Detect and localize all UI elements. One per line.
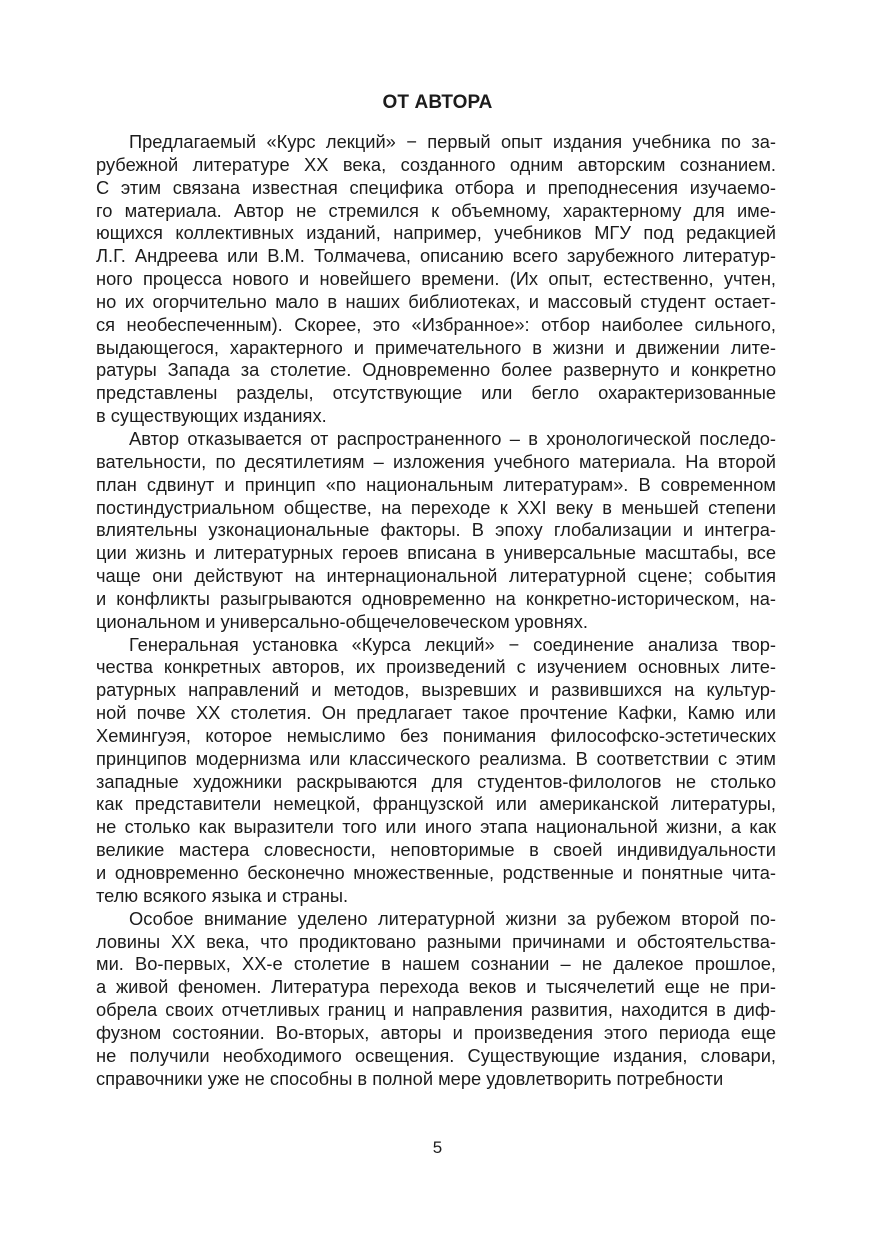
- page-title: ОТ АВТОРА: [382, 92, 493, 113]
- text-line: ющихся коллективных изданий, например, учебников МГУ под редакцией: [96, 222, 776, 244]
- text-line: ного процесса нового и новейшего времени. (Их опыт, естественно, учтен,: [96, 268, 776, 290]
- body-text: [96, 131, 776, 1090]
- text-line: ми. Во-первых, XX-е столетие в нашем сознании – не далекое прошлое,: [96, 953, 776, 975]
- text-line: и одновременно бесконечно множественные, родственные и понятные чита-: [96, 862, 776, 883]
- text-line: рубежной литературе ХХ века, созданного одним авторским сознанием.: [96, 153, 776, 175]
- text-line: влиятельны узконациональные факторы. В эпоху глобализации и интегра-: [96, 519, 776, 541]
- text-line: С этим связана известная специфика отбора и преподнесения изучаемо-: [96, 176, 776, 198]
- text-line: в существующих изданиях.: [96, 405, 327, 427]
- text-line: западные художники раскрываются для студентов-филологов не столько: [96, 770, 776, 792]
- text-line: обрела своих отчетливых границ и направления развития, находится в диф-: [96, 999, 776, 1021]
- text-line: Особое внимание уделено литературной жизни за рубежом второй по-: [129, 907, 776, 929]
- text-line: го материала. Автор не стремился к объемному, характерному для име-: [96, 199, 776, 221]
- paragraph-1: [96, 131, 776, 428]
- text-line: фузном состоянии. Во-вторых, авторы и произведения этого периода еще: [96, 1021, 776, 1043]
- text-line: справочники уже не способны в полной мере удовлетворить потребности: [96, 1067, 724, 1089]
- text-line: принципов модернизма или классического реализма. В соответствии с этим: [96, 747, 776, 769]
- text-line: представлены разделы, отсутствующие или бегло охарактеризованные: [96, 382, 776, 404]
- text-line: Хемингуэя, которое немыслимо без понимания философско-эстетических: [96, 724, 776, 746]
- text-line: телю всякого языка и страны.: [96, 884, 349, 906]
- text-line: и конфликты разыгрываются одновременно на конкретно-историческом, на-: [96, 587, 776, 609]
- paragraph-3: [96, 634, 776, 908]
- text-line: циональном и универсально-общечеловеческом уровнях.: [96, 610, 588, 632]
- paragraph-4: [96, 908, 776, 1091]
- text-line: Генеральная установка «Курса лекций» − соединение анализа твор-: [129, 633, 776, 655]
- text-line: Л.Г. Андреева или В.М. Толмачева, описанию всего зарубежного литератур-: [96, 245, 776, 267]
- text-line: не столько как выразители того или иного этапа национальной жизни, а как: [96, 816, 776, 838]
- paragraph-2: [96, 428, 776, 634]
- text-line: но их огорчительно мало в наших библиотеках, и массовый студент остает-: [96, 290, 776, 312]
- text-line: выдающегося, характерного и примечательного в жизни и движении лите-: [96, 336, 776, 358]
- text-line: ловины XX века, что продиктовано разными причинами и обстоятельства-: [96, 930, 776, 952]
- text-line: чества конкретных авторов, их произведений с изучением основных лите-: [96, 656, 776, 678]
- text-line: постиндустриальном обществе, на переходе к XXI веку в меньшей степени: [96, 496, 776, 518]
- text-line: великие мастера словесности, неповторимые в своей индивидуальности: [96, 839, 776, 861]
- text-line: ции жизнь и литературных героев вписана в универсальные масштабы, все: [96, 542, 776, 564]
- text-line: вательности, по десятилетиям – изложения учебного материала. На второй: [96, 450, 776, 472]
- text-line: не получили необходимого освещения. Существующие издания, словари,: [96, 1044, 776, 1066]
- text-line: ся необеспеченным). Скорее, это «Избранное»: отбор наиболее сильного,: [96, 313, 776, 335]
- text-line: ной почве XX столетия. Он предлагает такое прочтение Кафки, Камю или: [96, 702, 776, 724]
- text-line: а живой феномен. Литература перехода веков и тысячелетий еще не при-: [96, 976, 776, 998]
- text-line: план сдвинут и принцип «по национальным литературам». В современном: [96, 473, 776, 495]
- page-number: 5: [432, 1138, 443, 1157]
- text-line: ратурных направлений и методов, вызревших и развившихся на культур-: [96, 679, 776, 701]
- text-line: Автор отказывается от распространенного – в хронологической последо-: [129, 427, 776, 449]
- text-line: Предлагаемый «Курс лекций» − первый опыт издания учебника по за-: [129, 131, 776, 152]
- text-line: как представители немецкой, французской или американской литературы,: [96, 793, 776, 815]
- text-line: чаще они действуют на интернациональной литературной сцене; события: [96, 565, 776, 587]
- text-line: ратуры Запада за столетие. Одновременно более развернуто и конкретно: [96, 359, 776, 381]
